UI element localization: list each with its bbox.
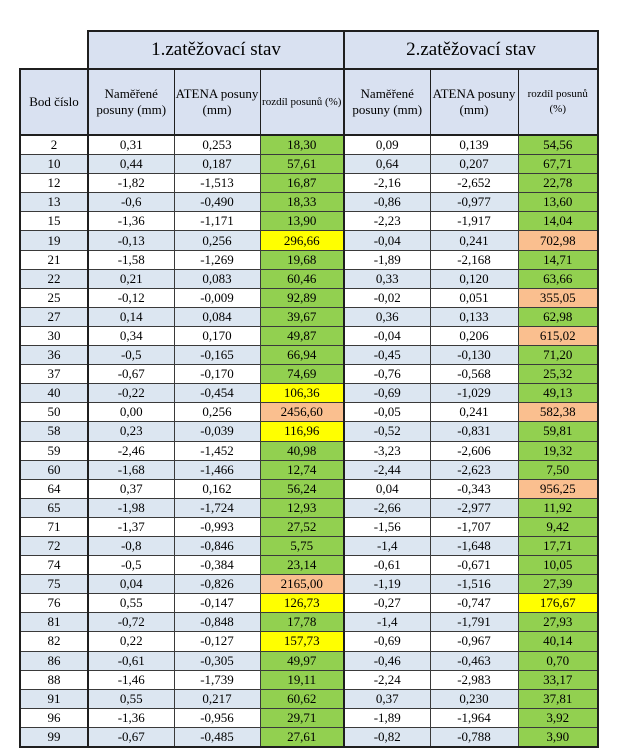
atena-1-cell: -1,269 [174,250,260,269]
table-row [20,174,598,193]
point-number-cell: 10 [20,155,88,174]
table-row [20,575,598,594]
atena-2-cell: -1,707 [430,517,518,536]
measured-header-2: Naměřené posuny (mm) [344,69,430,135]
diff-2-cell: 17,71 [518,536,598,555]
diff-1-cell: 12,74 [260,460,344,479]
measured-2-cell: -0,27 [344,594,430,613]
point-number-cell: 75 [20,575,88,594]
measured-2-cell: -0,04 [344,326,430,345]
diff-2-cell: 22,78 [518,174,598,193]
measured-2-cell: -0,52 [344,422,430,441]
point-number-cell: 58 [20,422,88,441]
point-number-cell: 59 [20,441,88,460]
row-header: Bod číslo [20,69,88,135]
measured-2-cell: -0,86 [344,193,430,212]
table-row [20,212,598,231]
measured-2-cell: -0,04 [344,231,430,250]
point-number-cell: 19 [20,231,88,250]
measured-1-cell: -1,37 [88,517,174,536]
measured-2-cell: -1,56 [344,517,430,536]
diff-1-cell: 106,36 [260,384,344,403]
table-row [20,346,598,365]
measured-1-cell: -0,8 [88,536,174,555]
point-number-cell: 37 [20,365,88,384]
measured-1-cell: 0,23 [88,422,174,441]
measured-2-cell: -1,19 [344,575,430,594]
atena-2-cell: -2,168 [430,250,518,269]
diff-2-cell: 49,13 [518,384,598,403]
atena-2-cell: 0,207 [430,155,518,174]
table-row [20,231,598,250]
table-row [20,326,598,345]
measured-2-cell: 0,04 [344,479,430,498]
atena-1-cell: -0,846 [174,536,260,555]
diff-2-cell: 702,98 [518,231,598,250]
measured-1-cell: 0,04 [88,575,174,594]
table-row [20,422,598,441]
diff-2-cell: 582,38 [518,403,598,422]
measured-2-cell: 0,37 [344,689,430,708]
diff-1-cell: 60,46 [260,269,344,288]
atena-2-cell: 0,230 [430,689,518,708]
atena-1-cell: -0,848 [174,613,260,632]
diff-1-cell: 19,11 [260,670,344,689]
atena-2-cell: 0,139 [430,135,518,155]
atena-1-cell: -0,170 [174,365,260,384]
table-row [20,403,598,422]
group-header-2: 2.zatěžovací stav [344,31,598,69]
point-number-cell: 71 [20,517,88,536]
atena-2-cell: -0,463 [430,651,518,670]
atena-1-cell: -0,993 [174,517,260,536]
atena-2-cell: -0,130 [430,346,518,365]
measured-1-cell: -0,13 [88,231,174,250]
point-number-cell: 81 [20,613,88,632]
measured-2-cell: -0,82 [344,727,430,747]
diff-1-cell: 23,14 [260,556,344,575]
atena-1-cell: 0,256 [174,403,260,422]
point-number-cell: 25 [20,288,88,307]
atena-1-cell: -0,039 [174,422,260,441]
measured-1-cell: -0,72 [88,613,174,632]
table-row [20,288,598,307]
diff-header-2: rozdíl posunů (%) [518,69,598,135]
diff-1-cell: 5,75 [260,536,344,555]
diff-2-cell: 67,71 [518,155,598,174]
atena-2-cell: -1,648 [430,536,518,555]
measured-2-cell: 0,09 [344,135,430,155]
table-row [20,135,598,155]
atena-1-cell: 0,256 [174,231,260,250]
point-number-cell: 88 [20,670,88,689]
atena-header-1: ATENA posuny (mm) [174,69,260,135]
measured-1-cell: 0,00 [88,403,174,422]
atena-2-cell: 0,133 [430,307,518,326]
diff-1-cell: 40,98 [260,441,344,460]
measured-1-cell: -2,46 [88,441,174,460]
diff-1-cell: 56,24 [260,479,344,498]
table-row [20,613,598,632]
atena-2-cell: -1,029 [430,384,518,403]
point-number-cell: 65 [20,498,88,517]
atena-1-cell: -1,466 [174,460,260,479]
diff-2-cell: 19,32 [518,441,598,460]
atena-1-cell: -1,171 [174,212,260,231]
table-row [20,727,598,747]
atena-2-cell: -0,967 [430,632,518,651]
measured-1-cell: 0,14 [88,307,174,326]
diff-1-cell: 18,30 [260,135,344,155]
point-number-cell: 64 [20,479,88,498]
point-number-cell: 12 [20,174,88,193]
atena-2-cell: -1,917 [430,212,518,231]
diff-1-cell: 49,97 [260,651,344,670]
diff-2-cell: 27,93 [518,613,598,632]
atena-1-cell: -0,127 [174,632,260,651]
point-number-cell: 22 [20,269,88,288]
atena-2-cell: 0,241 [430,403,518,422]
table-row [20,307,598,326]
diff-1-cell: 2456,60 [260,403,344,422]
diff-2-cell: 0,70 [518,651,598,670]
diff-1-cell: 60,62 [260,689,344,708]
atena-2-cell: -0,568 [430,365,518,384]
table-row [20,708,598,727]
atena-2-cell: -1,516 [430,575,518,594]
diff-2-cell: 33,17 [518,670,598,689]
diff-2-cell: 59,81 [518,422,598,441]
atena-2-cell: -1,964 [430,708,518,727]
diff-1-cell: 19,68 [260,250,344,269]
diff-2-cell: 37,81 [518,689,598,708]
atena-2-cell: -0,343 [430,479,518,498]
atena-1-cell: 0,084 [174,307,260,326]
corner-cell [20,31,88,69]
point-number-cell: 36 [20,346,88,365]
table-row [20,384,598,403]
atena-1-cell: 0,083 [174,269,260,288]
atena-1-cell: 0,253 [174,135,260,155]
diff-2-cell: 615,02 [518,326,598,345]
diff-2-cell: 71,20 [518,346,598,365]
diff-1-cell: 29,71 [260,708,344,727]
table-row [20,498,598,517]
point-number-cell: 50 [20,403,88,422]
table-row [20,517,598,536]
diff-2-cell: 54,56 [518,135,598,155]
measured-2-cell: 0,64 [344,155,430,174]
table-row [20,441,598,460]
point-number-cell: 99 [20,727,88,747]
table-row [20,269,598,288]
diff-1-cell: 13,90 [260,212,344,231]
point-number-cell: 2 [20,135,88,155]
measured-1-cell: 0,55 [88,594,174,613]
point-number-cell: 91 [20,689,88,708]
diff-1-cell: 39,67 [260,307,344,326]
diff-2-cell: 27,39 [518,575,598,594]
measured-2-cell: -1,89 [344,250,430,269]
measured-2-cell: -0,76 [344,365,430,384]
table-row [20,250,598,269]
point-number-cell: 76 [20,594,88,613]
measured-2-cell: -0,05 [344,403,430,422]
measured-2-cell: -0,45 [344,346,430,365]
displacement-table [19,30,599,748]
diff-2-cell: 176,67 [518,594,598,613]
diff-1-cell: 16,87 [260,174,344,193]
point-number-cell: 60 [20,460,88,479]
point-number-cell: 82 [20,632,88,651]
atena-2-cell: -2,623 [430,460,518,479]
diff-1-cell: 27,61 [260,727,344,747]
atena-2-cell: -2,977 [430,498,518,517]
atena-2-cell: -0,747 [430,594,518,613]
measured-1-cell: -0,5 [88,346,174,365]
diff-2-cell: 14,04 [518,212,598,231]
atena-1-cell: -0,454 [174,384,260,403]
measured-1-cell: -0,5 [88,556,174,575]
atena-1-cell: -0,485 [174,727,260,747]
measured-1-cell: 0,55 [88,689,174,708]
diff-1-cell: 74,69 [260,365,344,384]
measured-1-cell: -1,98 [88,498,174,517]
measured-1-cell: -0,12 [88,288,174,307]
atena-1-cell: -1,739 [174,670,260,689]
table-row [20,594,598,613]
table-row [20,193,598,212]
point-number-cell: 86 [20,651,88,670]
atena-2-cell: -0,788 [430,727,518,747]
point-number-cell: 72 [20,536,88,555]
measured-2-cell: -0,69 [344,384,430,403]
measured-2-cell: -0,61 [344,556,430,575]
atena-1-cell: -0,305 [174,651,260,670]
table-row [20,365,598,384]
point-number-cell: 74 [20,556,88,575]
measured-2-cell: -2,23 [344,212,430,231]
measured-1-cell: 0,31 [88,135,174,155]
diff-2-cell: 13,60 [518,193,598,212]
measured-2-cell: -3,23 [344,441,430,460]
atena-2-cell: -0,671 [430,556,518,575]
table-row [20,632,598,651]
diff-2-cell: 10,05 [518,556,598,575]
measured-1-cell: 0,22 [88,632,174,651]
measured-2-cell: -2,16 [344,174,430,193]
atena-2-cell: -2,606 [430,441,518,460]
diff-1-cell: 126,73 [260,594,344,613]
diff-2-cell: 63,66 [518,269,598,288]
atena-2-cell: -2,652 [430,174,518,193]
measured-2-cell: -1,4 [344,613,430,632]
diff-2-cell: 9,42 [518,517,598,536]
point-number-cell: 13 [20,193,88,212]
table-body [20,135,598,747]
diff-2-cell: 14,71 [518,250,598,269]
atena-1-cell: -1,513 [174,174,260,193]
atena-1-cell: -1,724 [174,498,260,517]
measured-2-cell: -2,44 [344,460,430,479]
point-number-cell: 96 [20,708,88,727]
measured-1-cell: -1,82 [88,174,174,193]
measured-1-cell: -0,67 [88,365,174,384]
measured-2-cell: -0,46 [344,651,430,670]
diff-1-cell: 18,33 [260,193,344,212]
table-row [20,479,598,498]
atena-1-cell: -0,009 [174,288,260,307]
atena-1-cell: 0,162 [174,479,260,498]
diff-1-cell: 92,89 [260,288,344,307]
group-header-1: 1.zatěžovací stav [88,31,344,69]
measured-2-cell: 0,33 [344,269,430,288]
atena-header-2: ATENA posuny (mm) [430,69,518,135]
atena-2-cell: 0,051 [430,288,518,307]
diff-2-cell: 62,98 [518,307,598,326]
diff-1-cell: 66,94 [260,346,344,365]
table-row [20,689,598,708]
measured-1-cell: -0,22 [88,384,174,403]
measured-1-cell: 0,37 [88,479,174,498]
measured-1-cell: -1,46 [88,670,174,689]
measured-1-cell: -0,61 [88,651,174,670]
measured-1-cell: -1,68 [88,460,174,479]
diff-1-cell: 17,78 [260,613,344,632]
atena-1-cell: 0,187 [174,155,260,174]
diff-2-cell: 956,25 [518,479,598,498]
table-row [20,536,598,555]
atena-1-cell: -0,490 [174,193,260,212]
measured-2-cell: -1,4 [344,536,430,555]
diff-2-cell: 25,32 [518,365,598,384]
point-number-cell: 30 [20,326,88,345]
atena-1-cell: -0,956 [174,708,260,727]
atena-1-cell: 0,217 [174,689,260,708]
measured-2-cell: 0,36 [344,307,430,326]
atena-2-cell: -0,831 [430,422,518,441]
point-number-cell: 27 [20,307,88,326]
measured-1-cell: -1,58 [88,250,174,269]
measured-1-cell: -1,36 [88,212,174,231]
diff-1-cell: 116,96 [260,422,344,441]
diff-2-cell: 7,50 [518,460,598,479]
atena-1-cell: -0,384 [174,556,260,575]
atena-2-cell: 0,206 [430,326,518,345]
atena-1-cell: -0,147 [174,594,260,613]
measured-1-cell: 0,44 [88,155,174,174]
atena-2-cell: -1,791 [430,613,518,632]
diff-2-cell: 3,90 [518,727,598,747]
diff-2-cell: 3,92 [518,708,598,727]
atena-2-cell: -2,983 [430,670,518,689]
atena-1-cell: 0,170 [174,326,260,345]
table-row [20,670,598,689]
diff-1-cell: 49,87 [260,326,344,345]
diff-header-1: rozdíl posunů (%) [260,69,344,135]
measured-2-cell: -0,02 [344,288,430,307]
table-row [20,155,598,174]
atena-2-cell: 0,120 [430,269,518,288]
point-number-cell: 40 [20,384,88,403]
measured-1-cell: 0,21 [88,269,174,288]
diff-1-cell: 157,73 [260,632,344,651]
measured-2-cell: -2,66 [344,498,430,517]
diff-2-cell: 40,14 [518,632,598,651]
point-number-cell: 15 [20,212,88,231]
diff-2-cell: 355,05 [518,288,598,307]
measured-1-cell: -0,6 [88,193,174,212]
atena-2-cell: 0,241 [430,231,518,250]
measured-header-1: Naměřené posuny (mm) [88,69,174,135]
atena-1-cell: -0,165 [174,346,260,365]
diff-1-cell: 296,66 [260,231,344,250]
measured-2-cell: -1,89 [344,708,430,727]
measured-1-cell: 0,34 [88,326,174,345]
measured-2-cell: -0,69 [344,632,430,651]
table-row [20,651,598,670]
measured-1-cell: -1,36 [88,708,174,727]
diff-2-cell: 11,92 [518,498,598,517]
measured-2-cell: -2,24 [344,670,430,689]
point-number-cell: 21 [20,250,88,269]
diff-1-cell: 57,61 [260,155,344,174]
measured-1-cell: -0,67 [88,727,174,747]
diff-1-cell: 12,93 [260,498,344,517]
atena-1-cell: -1,452 [174,441,260,460]
table-row [20,556,598,575]
diff-1-cell: 27,52 [260,517,344,536]
atena-1-cell: -0,826 [174,575,260,594]
atena-2-cell: -0,977 [430,193,518,212]
table-row [20,460,598,479]
diff-1-cell: 2165,00 [260,575,344,594]
